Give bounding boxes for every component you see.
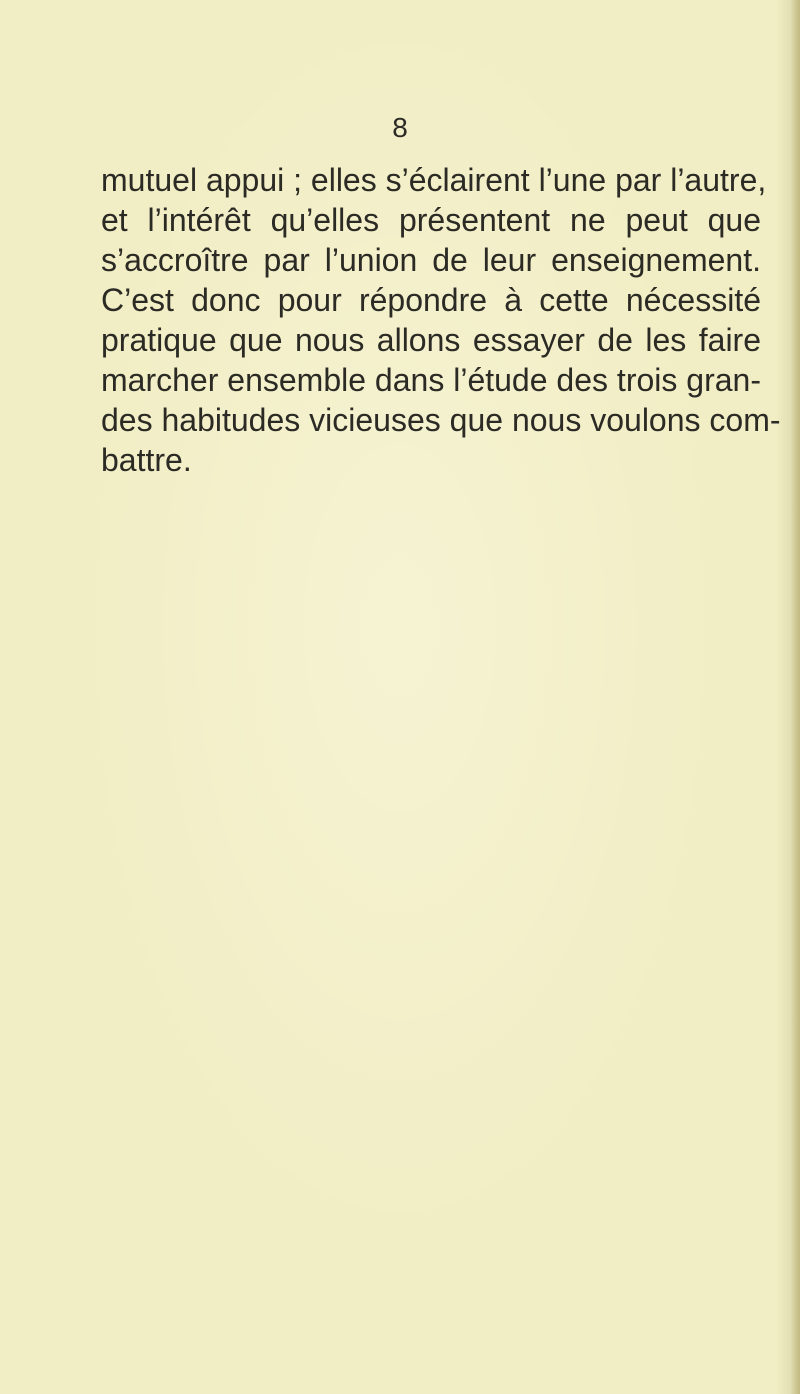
text-line: battre. bbox=[101, 442, 192, 478]
body-paragraph bbox=[101, 160, 781, 480]
text-line: mutuel appui ; elles s’éclairent l’une par l’autre, bbox=[101, 162, 767, 198]
text-line: s’accroître par l’union de leur enseignement. bbox=[101, 242, 761, 278]
text-line: et l’intérêt qu’elles présentent ne peut que bbox=[101, 202, 761, 238]
page-edge-shadow bbox=[790, 0, 800, 1394]
text-line: marcher ensemble dans l’étude des trois gran- bbox=[101, 362, 761, 398]
text-line: des habitudes vicieuses que nous voulons com- bbox=[101, 402, 781, 438]
page-number: 8 bbox=[392, 112, 408, 143]
text-line: C’est donc pour répondre à cette nécessité bbox=[101, 282, 761, 318]
text-line: pratique que nous allons essayer de les faire bbox=[101, 322, 761, 358]
